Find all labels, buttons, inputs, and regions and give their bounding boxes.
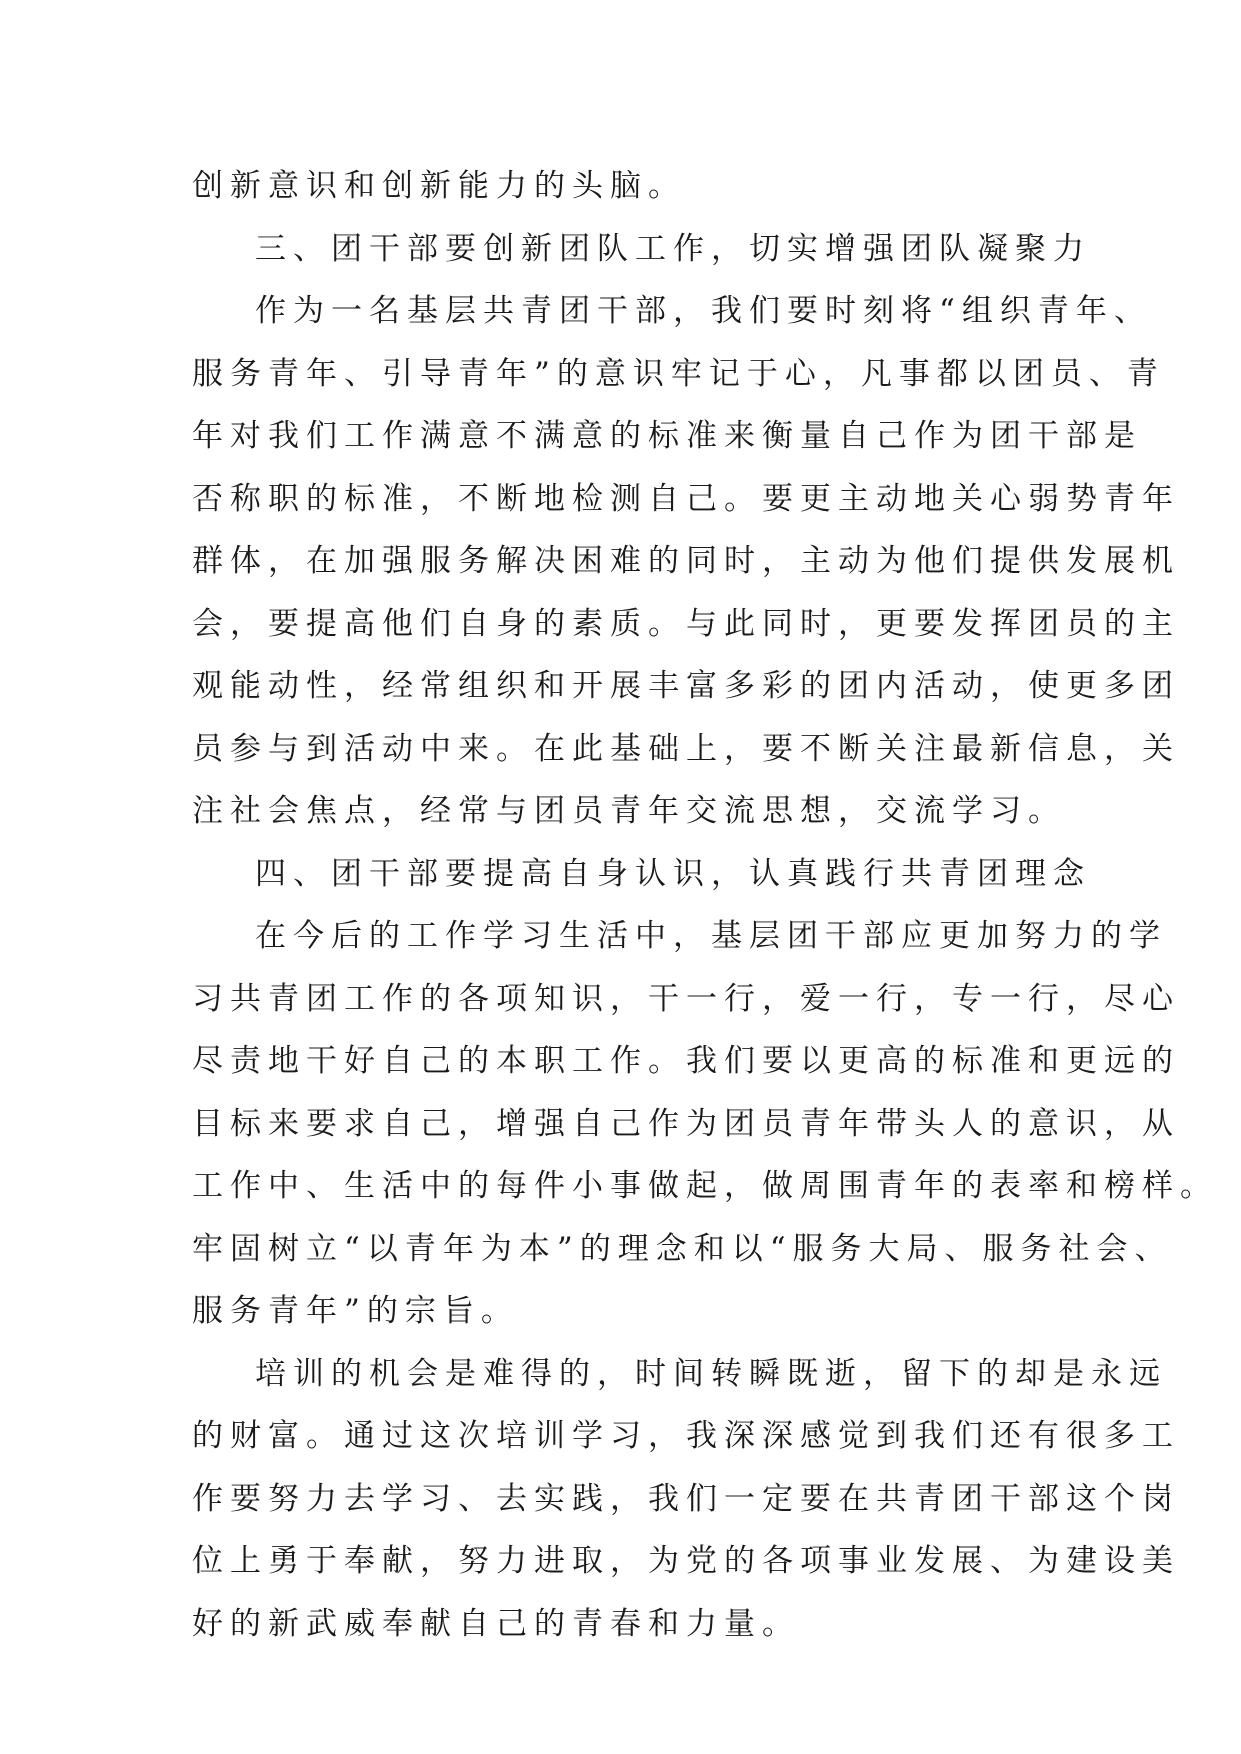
text-line: 服务青年、引导青年”的意识牢记于心，凡事都以团员、青 (192, 355, 1165, 392)
text-line: 员参与到活动中来。在此基础上，要不断关注最新信息，关 (192, 730, 1180, 767)
text-line: 群体，在加强服务解决困难的同时，主动为他们提供发展机 (192, 543, 1180, 579)
text-line: 在今后的工作学习生活中，基层团干部应更加努力的学 (255, 918, 1167, 954)
text-line: 作要努力去学习、去实践，我们一定要在共青团干部这个岗 (192, 1480, 1180, 1517)
text-line: 会，要提高他们自身的素质。与此同时，更要发挥团员的主 (192, 605, 1180, 642)
text-line: 尽责地干好自己的本职工作。我们要以更高的标准和更远的 (192, 1043, 1180, 1079)
text-line: 的财富。通过这次培训学习，我深深感觉到我们还有很多工 (192, 1418, 1180, 1454)
section-heading-3: 三、团干部要创新团队工作，切实增强团队凝聚力 (255, 230, 1091, 267)
document-body (192, 155, 1218, 1655)
text-line: 位上勇于奉献，努力进取，为党的各项事业发展、为建设美 (192, 1543, 1180, 1579)
text-line: 工作中、生活中的每件小事做起，做周围青年的表率和榜样。 (192, 1168, 1218, 1204)
text-line: 年对我们工作满意不满意的标准来衡量自己作为团干部是 (192, 418, 1142, 454)
text-line: 观能动性，经常组织和开展丰富多彩的团内活动，使更多团 (192, 668, 1180, 704)
text-line: 创新意识和创新能力的头脑。 (192, 168, 686, 204)
text-line: 培训的机会是难得的，时间转瞬既逝，留下的却是永远 (255, 1355, 1167, 1392)
text-line: 否称职的标准，不断地检测自己。要更主动地关心弱势青年 (192, 480, 1180, 517)
text-line: 好的新武威奉献自己的青春和力量。 (192, 1605, 800, 1642)
text-line: 注社会焦点，经常与团员青年交流思想，交流学习。 (192, 793, 1066, 829)
text-line: 习共青团工作的各项知识，干一行，爱一行，专一行，尽心 (192, 980, 1180, 1017)
text-line: 牢固树立“以青年为本”的理念和以“服务大局、服务社会、 (192, 1230, 1173, 1267)
text-line: 作为一名基层共青团干部，我们要时刻将“组织青年、 (255, 293, 1152, 329)
text-line: 服务青年”的宗旨。 (192, 1293, 519, 1329)
text-line: 目标来要求自己，增强自己作为团员青年带头人的意识，从 (192, 1105, 1180, 1142)
section-heading-4: 四、团干部要提高自身认识，认真践行共青团理念 (255, 855, 1091, 892)
